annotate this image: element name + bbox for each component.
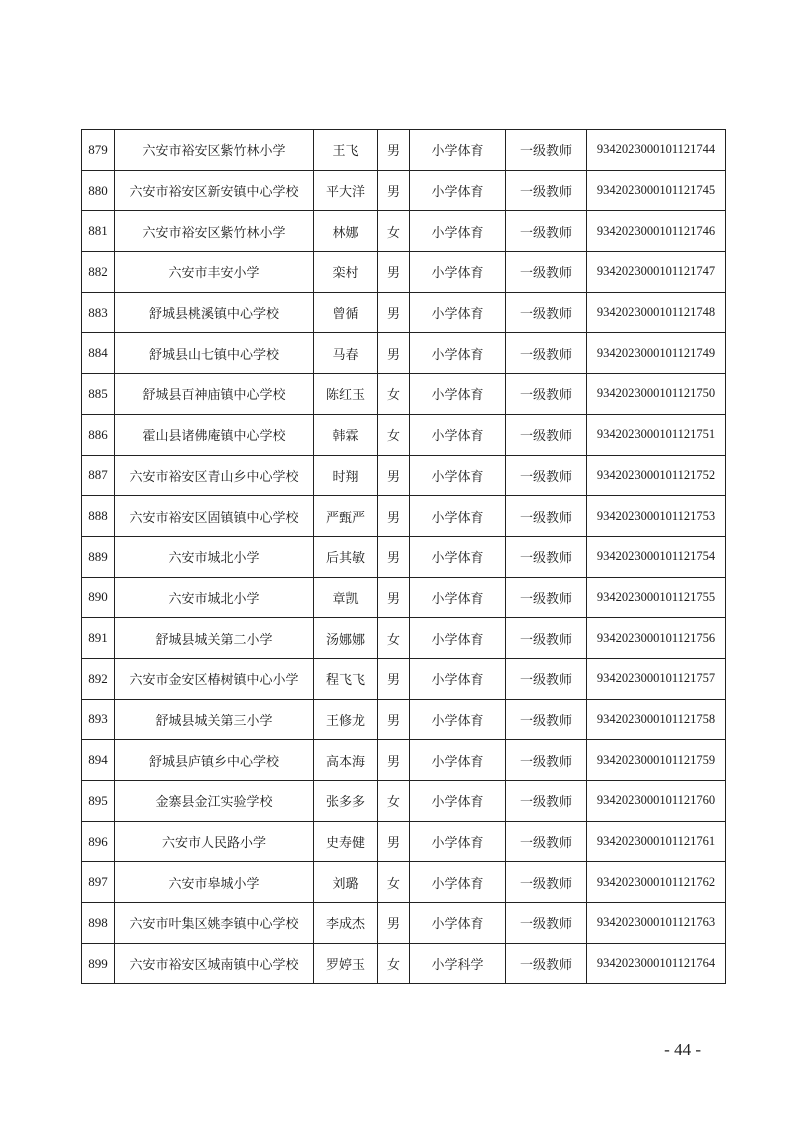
cell-school: 六安市金安区椿树镇中心小学 — [115, 658, 314, 699]
table-row — [82, 374, 726, 415]
cell-gender: 男 — [378, 577, 410, 618]
cell-certificate-number: 9342023000101121762 — [587, 862, 726, 903]
cell-gender: 男 — [378, 455, 410, 496]
cell-gender: 女 — [378, 211, 410, 252]
cell-school: 六安市裕安区紫竹林小学 — [115, 211, 314, 252]
cell-title: 一级教师 — [506, 943, 587, 984]
table-body — [82, 130, 726, 984]
cell-serial-number: 891 — [82, 618, 115, 659]
cell-subject: 小学体育 — [410, 699, 506, 740]
cell-subject: 小学体育 — [410, 252, 506, 293]
cell-subject: 小学体育 — [410, 658, 506, 699]
cell-title: 一级教师 — [506, 699, 587, 740]
table-row — [82, 577, 726, 618]
cell-teacher-name: 马春 — [314, 333, 378, 374]
table-row — [82, 170, 726, 211]
cell-teacher-name: 严甄严 — [314, 496, 378, 537]
cell-subject: 小学体育 — [410, 292, 506, 333]
cell-title: 一级教师 — [506, 618, 587, 659]
cell-subject: 小学体育 — [410, 170, 506, 211]
cell-gender: 男 — [378, 658, 410, 699]
cell-certificate-number: 9342023000101121747 — [587, 252, 726, 293]
cell-teacher-name: 曾循 — [314, 292, 378, 333]
cell-serial-number: 889 — [82, 536, 115, 577]
table-row — [82, 862, 726, 903]
cell-school: 六安市叶集区姚李镇中心学校 — [115, 903, 314, 944]
cell-subject: 小学体育 — [410, 374, 506, 415]
cell-gender: 男 — [378, 252, 410, 293]
cell-teacher-name: 汤娜娜 — [314, 618, 378, 659]
cell-teacher-name: 王飞 — [314, 130, 378, 171]
cell-gender: 女 — [378, 781, 410, 822]
cell-title: 一级教师 — [506, 903, 587, 944]
cell-serial-number: 896 — [82, 821, 115, 862]
cell-teacher-name: 林娜 — [314, 211, 378, 252]
table-row — [82, 903, 726, 944]
cell-subject: 小学体育 — [410, 577, 506, 618]
cell-serial-number: 883 — [82, 292, 115, 333]
cell-serial-number: 885 — [82, 374, 115, 415]
cell-teacher-name: 时翔 — [314, 455, 378, 496]
cell-school: 金寨县金江实验学校 — [115, 781, 314, 822]
cell-title: 一级教师 — [506, 455, 587, 496]
cell-subject: 小学科学 — [410, 943, 506, 984]
cell-certificate-number: 9342023000101121757 — [587, 658, 726, 699]
cell-certificate-number: 9342023000101121754 — [587, 536, 726, 577]
cell-teacher-name: 张多多 — [314, 781, 378, 822]
table-row — [82, 699, 726, 740]
cell-certificate-number: 9342023000101121752 — [587, 455, 726, 496]
cell-school: 六安市皋城小学 — [115, 862, 314, 903]
cell-title: 一级教师 — [506, 781, 587, 822]
cell-title: 一级教师 — [506, 577, 587, 618]
cell-subject: 小学体育 — [410, 862, 506, 903]
cell-school: 六安市裕安区紫竹林小学 — [115, 130, 314, 171]
cell-subject: 小学体育 — [410, 496, 506, 537]
cell-certificate-number: 9342023000101121759 — [587, 740, 726, 781]
cell-subject: 小学体育 — [410, 821, 506, 862]
cell-school: 舒城县城关第三小学 — [115, 699, 314, 740]
cell-title: 一级教师 — [506, 374, 587, 415]
cell-school: 六安市人民路小学 — [115, 821, 314, 862]
cell-serial-number: 898 — [82, 903, 115, 944]
cell-title: 一级教师 — [506, 496, 587, 537]
cell-gender: 女 — [378, 943, 410, 984]
cell-serial-number: 895 — [82, 781, 115, 822]
table-row — [82, 292, 726, 333]
table-row — [82, 781, 726, 822]
cell-title: 一级教师 — [506, 170, 587, 211]
cell-gender: 男 — [378, 536, 410, 577]
cell-serial-number: 880 — [82, 170, 115, 211]
cell-school: 霍山县诸佛庵镇中心学校 — [115, 414, 314, 455]
cell-title: 一级教师 — [506, 211, 587, 252]
cell-certificate-number: 9342023000101121756 — [587, 618, 726, 659]
cell-teacher-name: 平大洋 — [314, 170, 378, 211]
cell-school: 六安市城北小学 — [115, 536, 314, 577]
cell-title: 一级教师 — [506, 252, 587, 293]
cell-subject: 小学体育 — [410, 536, 506, 577]
table-row — [82, 130, 726, 171]
cell-serial-number: 881 — [82, 211, 115, 252]
cell-serial-number: 890 — [82, 577, 115, 618]
cell-gender: 男 — [378, 292, 410, 333]
cell-serial-number: 879 — [82, 130, 115, 171]
table-row — [82, 455, 726, 496]
cell-certificate-number: 9342023000101121750 — [587, 374, 726, 415]
table-row — [82, 821, 726, 862]
cell-subject: 小学体育 — [410, 618, 506, 659]
cell-school: 舒城县百神庙镇中心学校 — [115, 374, 314, 415]
cell-teacher-name: 陈红玉 — [314, 374, 378, 415]
cell-subject: 小学体育 — [410, 740, 506, 781]
cell-title: 一级教师 — [506, 292, 587, 333]
cell-title: 一级教师 — [506, 821, 587, 862]
cell-school: 舒城县城关第二小学 — [115, 618, 314, 659]
cell-serial-number: 894 — [82, 740, 115, 781]
cell-certificate-number: 9342023000101121763 — [587, 903, 726, 944]
cell-school: 舒城县山七镇中心学校 — [115, 333, 314, 374]
cell-certificate-number: 9342023000101121760 — [587, 781, 726, 822]
cell-school: 六安市裕安区固镇镇中心学校 — [115, 496, 314, 537]
cell-teacher-name: 李成杰 — [314, 903, 378, 944]
cell-subject: 小学体育 — [410, 781, 506, 822]
cell-school: 六安市城北小学 — [115, 577, 314, 618]
cell-serial-number: 888 — [82, 496, 115, 537]
cell-certificate-number: 9342023000101121751 — [587, 414, 726, 455]
cell-teacher-name: 栾村 — [314, 252, 378, 293]
table-row — [82, 943, 726, 984]
cell-serial-number: 899 — [82, 943, 115, 984]
cell-certificate-number: 9342023000101121744 — [587, 130, 726, 171]
cell-teacher-name: 高本海 — [314, 740, 378, 781]
cell-school: 舒城县桃溪镇中心学校 — [115, 292, 314, 333]
cell-title: 一级教师 — [506, 862, 587, 903]
table-row — [82, 496, 726, 537]
cell-subject: 小学体育 — [410, 414, 506, 455]
cell-title: 一级教师 — [506, 130, 587, 171]
cell-certificate-number: 9342023000101121749 — [587, 333, 726, 374]
table-row — [82, 252, 726, 293]
cell-serial-number: 887 — [82, 455, 115, 496]
cell-subject: 小学体育 — [410, 333, 506, 374]
cell-title: 一级教师 — [506, 658, 587, 699]
page-number-text: - 44 - — [664, 1040, 701, 1059]
cell-teacher-name: 程飞飞 — [314, 658, 378, 699]
cell-gender: 男 — [378, 496, 410, 537]
table-row — [82, 740, 726, 781]
cell-teacher-name: 章凯 — [314, 577, 378, 618]
cell-title: 一级教师 — [506, 333, 587, 374]
cell-school: 舒城县庐镇乡中心学校 — [115, 740, 314, 781]
cell-teacher-name: 韩霖 — [314, 414, 378, 455]
table-row — [82, 658, 726, 699]
cell-subject: 小学体育 — [410, 211, 506, 252]
table-row — [82, 618, 726, 659]
cell-certificate-number: 9342023000101121761 — [587, 821, 726, 862]
cell-teacher-name: 后其敏 — [314, 536, 378, 577]
cell-gender: 男 — [378, 699, 410, 740]
cell-serial-number: 882 — [82, 252, 115, 293]
cell-teacher-name: 王修龙 — [314, 699, 378, 740]
cell-certificate-number: 9342023000101121755 — [587, 577, 726, 618]
cell-serial-number: 884 — [82, 333, 115, 374]
page-number — [0, 1040, 793, 1060]
cell-school: 六安市丰安小学 — [115, 252, 314, 293]
cell-serial-number: 892 — [82, 658, 115, 699]
cell-gender: 男 — [378, 333, 410, 374]
cell-gender: 男 — [378, 903, 410, 944]
cell-subject: 小学体育 — [410, 130, 506, 171]
cell-certificate-number: 9342023000101121746 — [587, 211, 726, 252]
cell-teacher-name: 罗婷玉 — [314, 943, 378, 984]
table-row — [82, 536, 726, 577]
cell-gender: 女 — [378, 374, 410, 415]
cell-teacher-name: 史寿健 — [314, 821, 378, 862]
cell-serial-number: 897 — [82, 862, 115, 903]
cell-certificate-number: 9342023000101121753 — [587, 496, 726, 537]
cell-school: 六安市裕安区青山乡中心学校 — [115, 455, 314, 496]
cell-serial-number: 893 — [82, 699, 115, 740]
cell-gender: 男 — [378, 130, 410, 171]
cell-title: 一级教师 — [506, 536, 587, 577]
cell-certificate-number: 9342023000101121758 — [587, 699, 726, 740]
table-row — [82, 333, 726, 374]
cell-certificate-number: 9342023000101121748 — [587, 292, 726, 333]
cell-gender: 男 — [378, 740, 410, 781]
cell-subject: 小学体育 — [410, 455, 506, 496]
cell-gender: 女 — [378, 414, 410, 455]
table-row — [82, 211, 726, 252]
table-row — [82, 414, 726, 455]
cell-certificate-number: 9342023000101121745 — [587, 170, 726, 211]
teacher-certificate-table — [81, 129, 726, 984]
cell-gender: 男 — [378, 821, 410, 862]
cell-teacher-name: 刘璐 — [314, 862, 378, 903]
cell-title: 一级教师 — [506, 740, 587, 781]
cell-serial-number: 886 — [82, 414, 115, 455]
cell-certificate-number: 9342023000101121764 — [587, 943, 726, 984]
cell-title: 一级教师 — [506, 414, 587, 455]
cell-gender: 女 — [378, 862, 410, 903]
cell-school: 六安市裕安区新安镇中心学校 — [115, 170, 314, 211]
cell-subject: 小学体育 — [410, 903, 506, 944]
cell-gender: 男 — [378, 170, 410, 211]
cell-school: 六安市裕安区城南镇中心学校 — [115, 943, 314, 984]
cell-gender: 女 — [378, 618, 410, 659]
